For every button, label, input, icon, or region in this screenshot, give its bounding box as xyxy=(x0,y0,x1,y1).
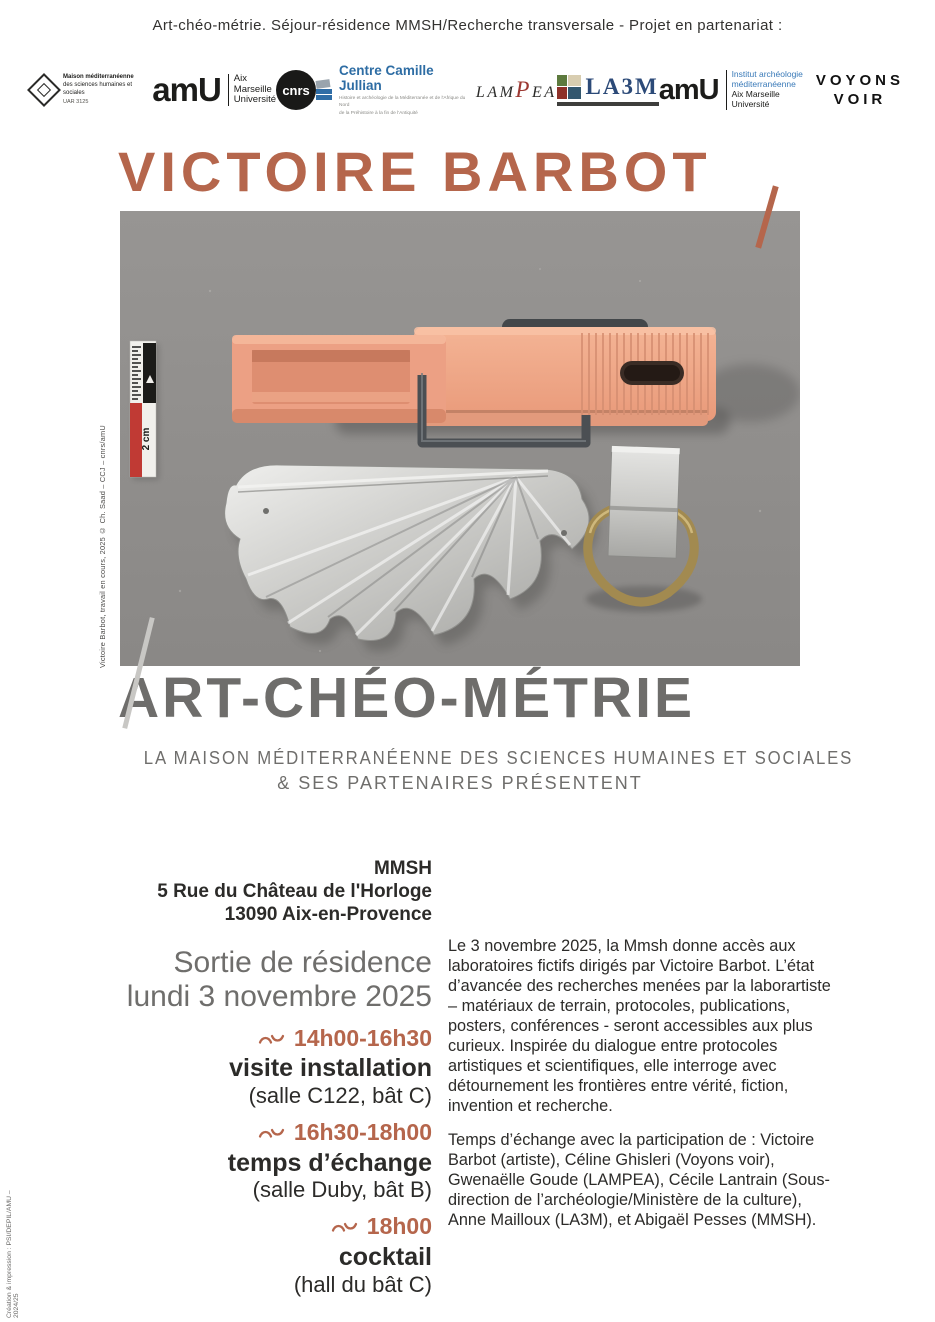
ruler-label: 2 cm xyxy=(141,427,152,451)
schedule-time: 14h00-16h30 xyxy=(293,1025,432,1051)
amu-iam-logo xyxy=(659,70,816,109)
venue-city: 13090 Aix-en-Provence xyxy=(224,903,432,925)
amu-logo xyxy=(152,71,277,109)
la3m-mosaic-icon xyxy=(557,75,581,99)
lampea-part3: EA xyxy=(531,84,557,101)
wave-icon xyxy=(331,1220,358,1234)
event-headline xyxy=(60,946,432,1013)
ccj-logo xyxy=(316,63,476,117)
venue-address xyxy=(130,858,432,926)
amu-iam-sub1: Institut archéologie xyxy=(731,69,803,80)
scale-ruler xyxy=(130,341,159,480)
amu-sub1: Aix xyxy=(233,72,247,84)
cnrs-logo xyxy=(276,70,316,110)
amu-sub3: Université xyxy=(233,94,277,106)
mmsh-diamond-icon xyxy=(27,73,61,107)
schedule-time: 16h30-18h00 xyxy=(293,1119,432,1146)
venue-street: 5 Rue du Château de l'Horloge xyxy=(157,880,432,902)
schedule-location: (salle Duby, bât B) xyxy=(252,1177,432,1203)
event-date: lundi 3 novembre 2025 xyxy=(126,979,432,1013)
ccj-strata-icon xyxy=(316,80,332,100)
schedule-list xyxy=(130,1026,432,1309)
voyonsvoir-line2: VOIR xyxy=(833,91,887,108)
schedule-entry xyxy=(130,1214,432,1296)
la3m-wordmark: LA3M xyxy=(585,74,659,99)
schedule-location: (hall du bât C) xyxy=(293,1271,432,1297)
amu-iam-sub2: méditerranéenne xyxy=(731,79,796,90)
wave-icon xyxy=(258,1126,285,1140)
la3m-logo xyxy=(557,74,659,106)
cnrs-circle-icon: cnrs xyxy=(276,70,316,110)
la3m-baseline-bar xyxy=(557,102,659,106)
schedule-title: temps d’échange xyxy=(227,1148,432,1177)
mmsh-logo xyxy=(32,73,152,107)
subtitle-block xyxy=(120,748,854,794)
print-credit: Création & impression : PSI/DEPIL/AMU – 2024/25 xyxy=(6,1190,20,1318)
mmsh-logo-line1: Maison méditerranéenne xyxy=(63,74,134,81)
venue-name: MMSH xyxy=(373,858,432,879)
ccj-sub1: Histoire et archéologie de la Méditerranée et de l'Afrique du Nord xyxy=(339,96,466,109)
lampea-part1: LAM xyxy=(475,84,516,101)
subtitle-line1: LA MAISON MÉDITERRANÉENNE DES SCIENCES HUMAINES ET SOCIALES xyxy=(143,748,854,768)
lampea-part2: P xyxy=(515,77,532,102)
description-paragraph-1: Le 3 novembre 2025, la Mmsh donne accès aux laboratoires fictifs dirigés par Victoire Barbot. L’état d’avancée des recherches menées par la laborartiste – matériaux de terrain, protocoles, publications, posters, conférences - seront accessibles aux plus curieux. Inspirée du dialogue entre protocoles artistiques et scientifiques, elle interroge avec détournement les frontières entre vérité, fiction, invention et recherche. xyxy=(448,937,831,1116)
description-column xyxy=(448,936,842,1244)
metal-strap xyxy=(608,446,680,558)
artifact-photo xyxy=(120,211,800,666)
amu-wordmark: amU xyxy=(152,71,221,109)
wave-icon xyxy=(258,1032,285,1046)
description-paragraph-2: Temps d’échange avec la participation de : Victoire Barbot (artiste), Céline Ghisleri (Voyons voir), Gwenaëlle Goude (LAMPEA), Cécile Lantrain (Sous-direction de l’archéologie/Ministère de la culture), Anne Mailloux (LA3M), et Abigaël Pesses (MMSH). xyxy=(448,1131,830,1230)
amu-iam-sub3: Aix Marseille Université xyxy=(731,89,780,109)
schedule-entry xyxy=(130,1026,432,1108)
ccj-name: Centre Camille Jullian xyxy=(339,63,434,94)
photo-credit-caption: Victoire Barbot, travail en cours, 2025 © Ch. Saad – CCJ – cnrs/amU xyxy=(98,425,107,668)
partnership-line: Art-chéo-métrie. Séjour-résidence MMSH/Recherche transversale - Projet en partenariat : xyxy=(152,17,783,34)
amu-sub2: Marseille xyxy=(233,83,272,95)
schedule-location: (salle C122, bât C) xyxy=(248,1083,432,1109)
subtitle-line2: & SES PARTENAIRES PRÉSENTENT xyxy=(277,773,643,793)
event-type: Sortie de résidence xyxy=(173,946,432,979)
schedule-title: cocktail xyxy=(338,1242,432,1271)
ccj-sub2: de la Préhistoire à la fin de l'Antiquité xyxy=(339,110,418,116)
lampea-logo xyxy=(476,77,557,103)
project-title: ART-CHÉO-MÉTRIE xyxy=(118,666,695,730)
artist-name-title: VICTOIRE BARBOT xyxy=(118,140,712,203)
partner-logo-band xyxy=(32,56,904,124)
schedule-entry xyxy=(130,1120,432,1202)
mmsh-logo-unit: UAR 3125 xyxy=(63,99,89,106)
voyonsvoir-logo xyxy=(816,71,904,110)
schedule-title: visite installation xyxy=(229,1054,432,1083)
mmsh-logo-line2: des sciences humaines et sociales xyxy=(63,82,133,97)
amu-iam-wordmark: amU xyxy=(658,73,719,106)
schedule-time: 18h00 xyxy=(366,1213,432,1240)
voyonsvoir-line1: VOYONS xyxy=(815,71,904,89)
